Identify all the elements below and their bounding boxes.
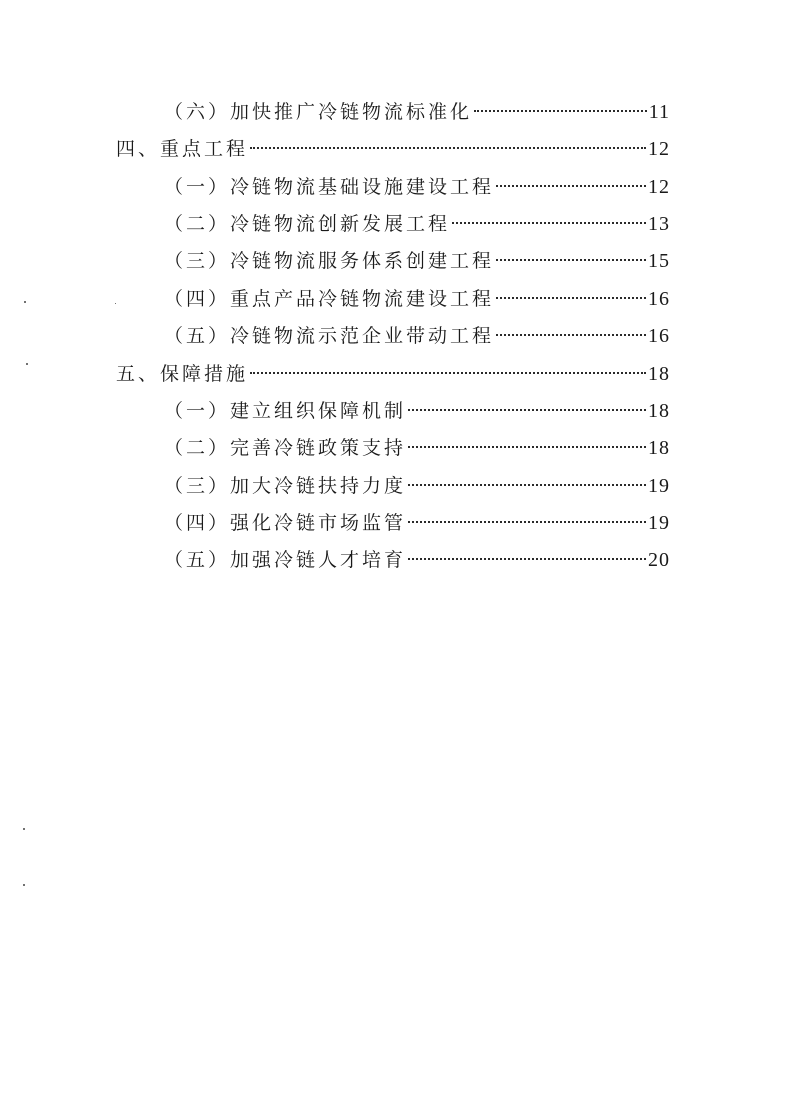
toc-entry-title: （四）强化冷链市场监管 (164, 512, 407, 534)
toc-entry-page: 12 (648, 176, 670, 198)
toc-entry[interactable] (164, 316, 670, 347)
toc-entry-page: 19 (648, 475, 670, 497)
dot-leader (408, 503, 646, 529)
scan-speck (115, 303, 116, 304)
toc-entry-title: （三）冷链物流服务体系创建工程 (164, 250, 495, 272)
toc-entry-title: （三）加大冷链扶持力度 (164, 475, 407, 497)
toc-entry[interactable] (164, 428, 670, 459)
dot-leader (496, 241, 646, 267)
scan-speck (24, 301, 26, 303)
toc-entry[interactable] (164, 204, 670, 235)
toc-entry-page: 11 (648, 101, 670, 123)
toc-entry-page: 18 (648, 400, 670, 422)
toc-entry-title: （二）完善冷链政策支持 (164, 437, 407, 459)
scan-speck (23, 884, 25, 886)
toc-entry-title: （四）重点产品冷链物流建设工程 (164, 288, 495, 310)
toc-entry[interactable] (116, 354, 670, 385)
toc-entry-title: （五）冷链物流示范企业带动工程 (164, 325, 495, 347)
toc-entry[interactable] (116, 129, 670, 160)
dot-leader (474, 92, 647, 118)
toc-entry[interactable] (164, 466, 670, 497)
toc-entry-page: 19 (648, 512, 670, 534)
dot-leader (408, 540, 646, 566)
toc-entry-page: 13 (648, 213, 670, 235)
dot-leader (408, 428, 646, 454)
dot-leader (408, 391, 646, 417)
scan-speck (26, 363, 28, 365)
toc-entry-title: （二）冷链物流创新发展工程 (164, 213, 451, 235)
toc-entry-page: 20 (648, 549, 670, 571)
toc-entry-title: 五、保障措施 (116, 363, 249, 385)
toc-entry-title: （一）冷链物流基础设施建设工程 (164, 176, 495, 198)
toc-entry-title: （五）加强冷链人才培育 (164, 549, 407, 571)
toc-entry[interactable] (164, 279, 670, 310)
toc-entry[interactable] (164, 167, 670, 198)
dot-leader (496, 316, 646, 342)
toc-entry[interactable] (164, 503, 670, 534)
toc-entry-page: 15 (648, 250, 670, 272)
toc-entry[interactable] (164, 241, 670, 272)
toc-entry[interactable] (164, 540, 670, 571)
scan-speck (23, 828, 25, 830)
toc-entry-page: 18 (648, 437, 670, 459)
toc-entry-title: 四、重点工程 (116, 138, 249, 160)
toc-entry[interactable] (164, 92, 670, 123)
dot-leader (250, 129, 646, 155)
toc-entry-title: （六）加快推广冷链物流标准化 (164, 101, 473, 123)
toc-entry-page: 16 (648, 325, 670, 347)
toc-entry-page: 18 (648, 363, 670, 385)
toc-entry-title: （一）建立组织保障机制 (164, 400, 407, 422)
dot-leader (250, 354, 646, 380)
dot-leader (496, 279, 646, 305)
dot-leader (452, 204, 646, 230)
dot-leader (496, 167, 646, 193)
dot-leader (408, 466, 646, 492)
toc-entry-page: 12 (648, 138, 670, 160)
toc-entry[interactable] (164, 391, 670, 422)
toc-entry-page: 16 (648, 288, 670, 310)
